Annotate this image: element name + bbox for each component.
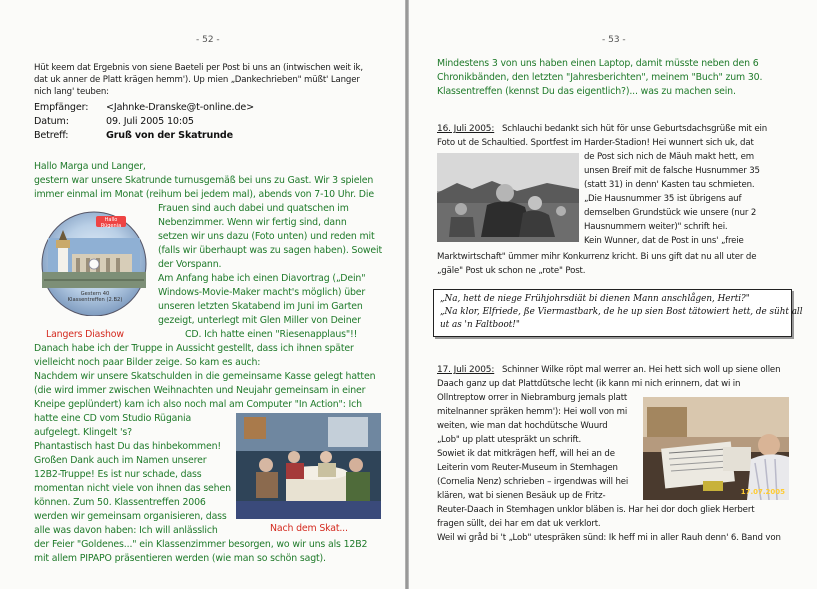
body-line: (statt 31) in denn' Kasten tau schmieten. xyxy=(584,180,755,190)
body-line: gezeigt, unterlegt mit Glen Miller von Deiner xyxy=(158,315,361,326)
body-line: momentan nicht viele von ihnen das sehen xyxy=(34,483,231,494)
email-subject-label: Betreff: xyxy=(34,130,69,141)
body-line: Großen Dank auch im Namen unserer xyxy=(34,455,207,466)
body-line: weiten, wie man dat hochdütsche Wuurd xyxy=(437,421,608,431)
body-line: Hausnummern weiter)" schrift hei. xyxy=(584,222,728,232)
body-line: gestern war unsere Skatrunde turnusgemäß bei uns zu Gast. Wir 3 spielen xyxy=(34,175,374,186)
body-line: alle was davon haben: Ich will anlässlich xyxy=(34,525,218,536)
body-line: Ollntreptow orrer in Niebramburg jemals platt xyxy=(437,393,628,403)
email-date-value: 09. Juli 2005 10:05 xyxy=(106,116,194,127)
body-line: Am Anfang habe ich einen Diavortrag („Dein" xyxy=(158,273,366,284)
body-line: Sowiet ik dat mitkrägen heff, will hei an de xyxy=(437,449,615,459)
body-line: Nachdem wir unsere Skatschulden in die gemeinsame Kasse gelegt hatten xyxy=(34,371,376,382)
body-line: können. Zum 50. Klassentreffen 2006 xyxy=(34,497,206,508)
body-line: Kein Wunner, dat de Post in uns' „freie xyxy=(584,236,744,246)
body-line: „Die Hausnummer 35 ist übrigens auf xyxy=(584,194,742,204)
cd-cover-photo xyxy=(36,208,152,316)
body-line: der Feier "Goldenes..." ein Klassenzimmer besorgen, wo wir uns als 12B2 xyxy=(34,539,368,550)
email-to-label: Empfänger: xyxy=(34,102,89,113)
body-line: Mindestens 3 von uns haben einen Laptop, damit müsste neben den 6 xyxy=(437,58,759,69)
body-line: klären, wat bi sienen Besäuk up de Fritz- xyxy=(437,491,606,501)
body-line: 12B2-Truppe! Es ist nur schade, dass xyxy=(34,469,202,480)
body-line: de Post sich nich de Mäuh makt hett, em xyxy=(584,152,754,162)
body-line: Windows-Movie-Maker macht's möglich) über xyxy=(158,287,366,298)
body-line: CD. Ich hatte einen "Riesenapplaus"!! xyxy=(185,329,358,340)
body-line: werden wir gemeinsam organisieren, dass xyxy=(34,511,227,522)
quote-line: „Na, hett de niege Frühjohrsdiät bi dienen Mann anschlågen, Herti?" xyxy=(440,294,750,304)
body-line: Hallo Marga und Langer, xyxy=(34,161,146,172)
body-line: Foto ut de Schaultied. Sportfest im Harder-Stadion! Hei wunnert sich uk, dat xyxy=(437,138,754,148)
body-line: „Lob" up platt utespräkt un schrift. xyxy=(437,435,582,445)
skat-evening-photo xyxy=(236,413,381,519)
body-line: „gäle" Post uk schon ne „rote" Post. xyxy=(437,266,586,276)
body-line: Frauen sind auch dabei und quatschen im xyxy=(158,203,349,214)
intro-line: Hüt keem dat Ergebnis von siene Baeteli per Post bi uns an (intwischen weit ik, xyxy=(34,63,363,73)
body-line: Kneipe geplündert) kam ich also noch mal am Computer "In Action": Ich xyxy=(34,399,362,410)
body-line: unsen Breif mit de falsche Husnummer 35 xyxy=(584,166,760,176)
school-sports-photo xyxy=(437,153,579,242)
newspaper-reading-photo xyxy=(643,397,789,500)
left-page xyxy=(0,0,405,589)
entry-date: 17. Juli 2005: xyxy=(437,365,495,375)
right-page xyxy=(409,0,817,589)
school-sports-graphic xyxy=(437,153,579,242)
body-line: Phantastisch hast Du das hinbekommen! xyxy=(34,441,221,452)
body-line: (die wird immer zwischen Weihnachten und Neujahr gemeinsam in einer xyxy=(34,385,366,396)
body-line: Nebenzimmer. Wenn wir fertig sind, dann xyxy=(158,217,347,228)
body-line: setzen wir uns dazu (Foto unten) und reden mit xyxy=(158,231,375,242)
email-to-value: <Jahnke-Dranske@t-online.de> xyxy=(106,102,255,113)
body-line: Weil wi gråd bi 't „Lob" utespräken sünd: Ik heff mi in aller Rauh denn' 6. Band von xyxy=(437,533,781,543)
page-number: - 53 - xyxy=(602,35,626,45)
body-line: mitelnanner spräken hemm'): Hei woll von mi xyxy=(437,407,628,417)
body-line: Schlauchi bedankt sich hüt för unse Geburtsdachsgrüße mit ein xyxy=(502,124,768,134)
body-line: unseren letzten Skatabend im Juni im Garten xyxy=(158,301,363,312)
cd-title: Hallo Rügenia xyxy=(100,217,122,229)
body-line: (Cornelia Nenz) schrieben – irgendwas will hei xyxy=(437,477,629,487)
caption-diashow: Langers Diashow xyxy=(46,329,124,340)
body-line: Danach habe ich der Truppe in Aussicht gestellt, dass ich ihnen später xyxy=(34,343,354,354)
body-line: fragen süllt, dei har em dat uk verklort. xyxy=(437,519,601,529)
body-line: immer einmal im Monat (reihum bei jedem mal), abends von 7-10 Uhr. Die xyxy=(34,189,374,200)
body-line: (falls wir überhaupt was zu sagen haben). Soweit xyxy=(158,245,383,256)
body-line: Daach ganz up dat Plattdütsche lecht (ik kann mi nich erinnern, dat wi in xyxy=(437,379,741,389)
cd-subtitle: Gestern 40 Klassentreffen (2.B2) xyxy=(67,291,123,303)
body-line: Leiterin vom Reuter-Museum in Stemhagen xyxy=(437,463,618,473)
quote-line: ut as 'n Faltboot!" xyxy=(440,320,520,330)
intro-line: nich lang' teuben: xyxy=(34,87,109,97)
photo-date-stamp: 17.07.2005 xyxy=(740,488,785,496)
skat-evening-graphic xyxy=(236,413,381,519)
caption-after-skat: Nach dem Skat... xyxy=(270,523,348,534)
email-subject-value: Gruß von der Skatrunde xyxy=(106,130,233,141)
email-date-label: Datum: xyxy=(34,116,69,127)
body-line: Marktwirtschaft" ümmer mihr Konkurrenz kricht. Bi uns gift dat nu all uter de xyxy=(437,252,757,262)
body-line: vielleicht noch paar Bilder zeige. So kam es auch: xyxy=(34,357,261,368)
quote-box xyxy=(433,289,803,337)
entry-date: 16. Juli 2005: xyxy=(437,124,495,134)
body-line: demselben Grundstück wie unsere (nur 2 xyxy=(584,208,757,218)
body-line: Chronikbänden, den letzten "Jahresberichten", meinem "Buch" zum 30. xyxy=(437,72,763,83)
body-line: aufgelegt. Klingelt 's? xyxy=(34,427,132,438)
intro-line: dat uk anner de Platt krägen hemm'). Up mien „Dankechrieben" müßt' Langer xyxy=(34,75,360,85)
quote-line: „Na klor, Elfriede, ße Viermastbark, de he up sien Bost tätowiert hett, de süht all xyxy=(440,307,803,317)
body-line: Schinner Wilke röpt mal werrer an. Hei hett sich woll up siene ollen xyxy=(502,365,781,375)
body-line: Klassentreffen (kennst Du das eigentlich?)... was zu machen sein. xyxy=(437,86,736,97)
body-line: hatte eine CD vom Studio Rügania xyxy=(34,413,192,424)
body-line: der Vorspann. xyxy=(158,259,222,270)
page-number: - 52 - xyxy=(196,35,220,45)
body-line: mit allem PIPAPO präsentieren werden (wie man so schön sagt). xyxy=(34,553,326,564)
newspaper-reading-graphic xyxy=(643,397,789,500)
body-line: Reuter-Daach in Stemhagen unklor bläben is. Har hei dor doch gliek Herbert xyxy=(437,505,755,515)
